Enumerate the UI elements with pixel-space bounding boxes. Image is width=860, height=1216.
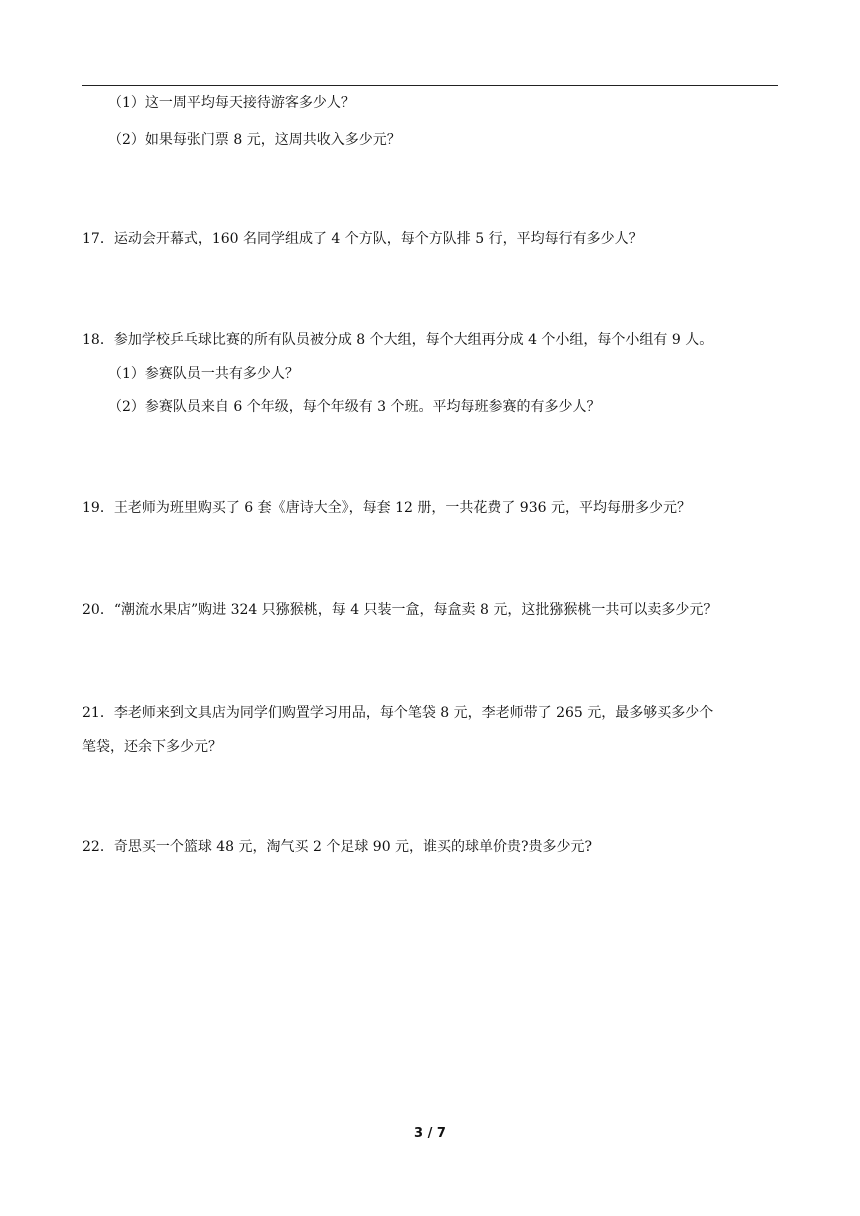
q16-sub1: （1）这一周平均每天接待游客多少人？ [108, 95, 355, 111]
header-rule [82, 85, 778, 86]
q19-text: 19．王老师为班里购买了 6 套《唐诗大全》，每套 12 册，一共花费了 936 元，平均每册多少元？ [82, 500, 691, 516]
q22-text: 22．奇思买一个篮球 48 元，淘气买 2 个足球 90 元，谁买的球单价贵?贵多少元? [82, 839, 593, 855]
q21-line2: 笔袋，还余下多少元？ [82, 739, 222, 755]
q16-sub2: （2）如果每张门票 8 元，这周共收入多少元？ [108, 132, 401, 148]
q17-text: 17．运动会开幕式，160 名同学组成了 4 个方队，每个方队排 5 行，平均每行有多少人？ [82, 231, 643, 247]
page-number: 3 / 7 [414, 1126, 446, 1141]
q18-sub2: （2）参赛队员来自 6 个年级，每个年级有 3 个班。平均每班参赛的有多少人？ [108, 399, 601, 415]
q21-line1: 21．李老师来到文具店为同学们购置学习用品，每个笔袋 8 元，李老师带了 265 元，最多够买多少个 [82, 705, 714, 721]
q18-sub1: （1）参赛队员一共有多少人？ [108, 366, 299, 382]
q18-text: 18．参加学校乒乓球比赛的所有队员被分成 8 个大组，每个大组再分成 4 个小组，每个小组有 9 人。 [82, 332, 714, 348]
q20-text: 20．“潮流水果店”购进 324 只猕猴桃，每 4 只装一盒，每盒卖 8 元，这批猕猴桃一共可以卖多少元？ [82, 602, 718, 618]
